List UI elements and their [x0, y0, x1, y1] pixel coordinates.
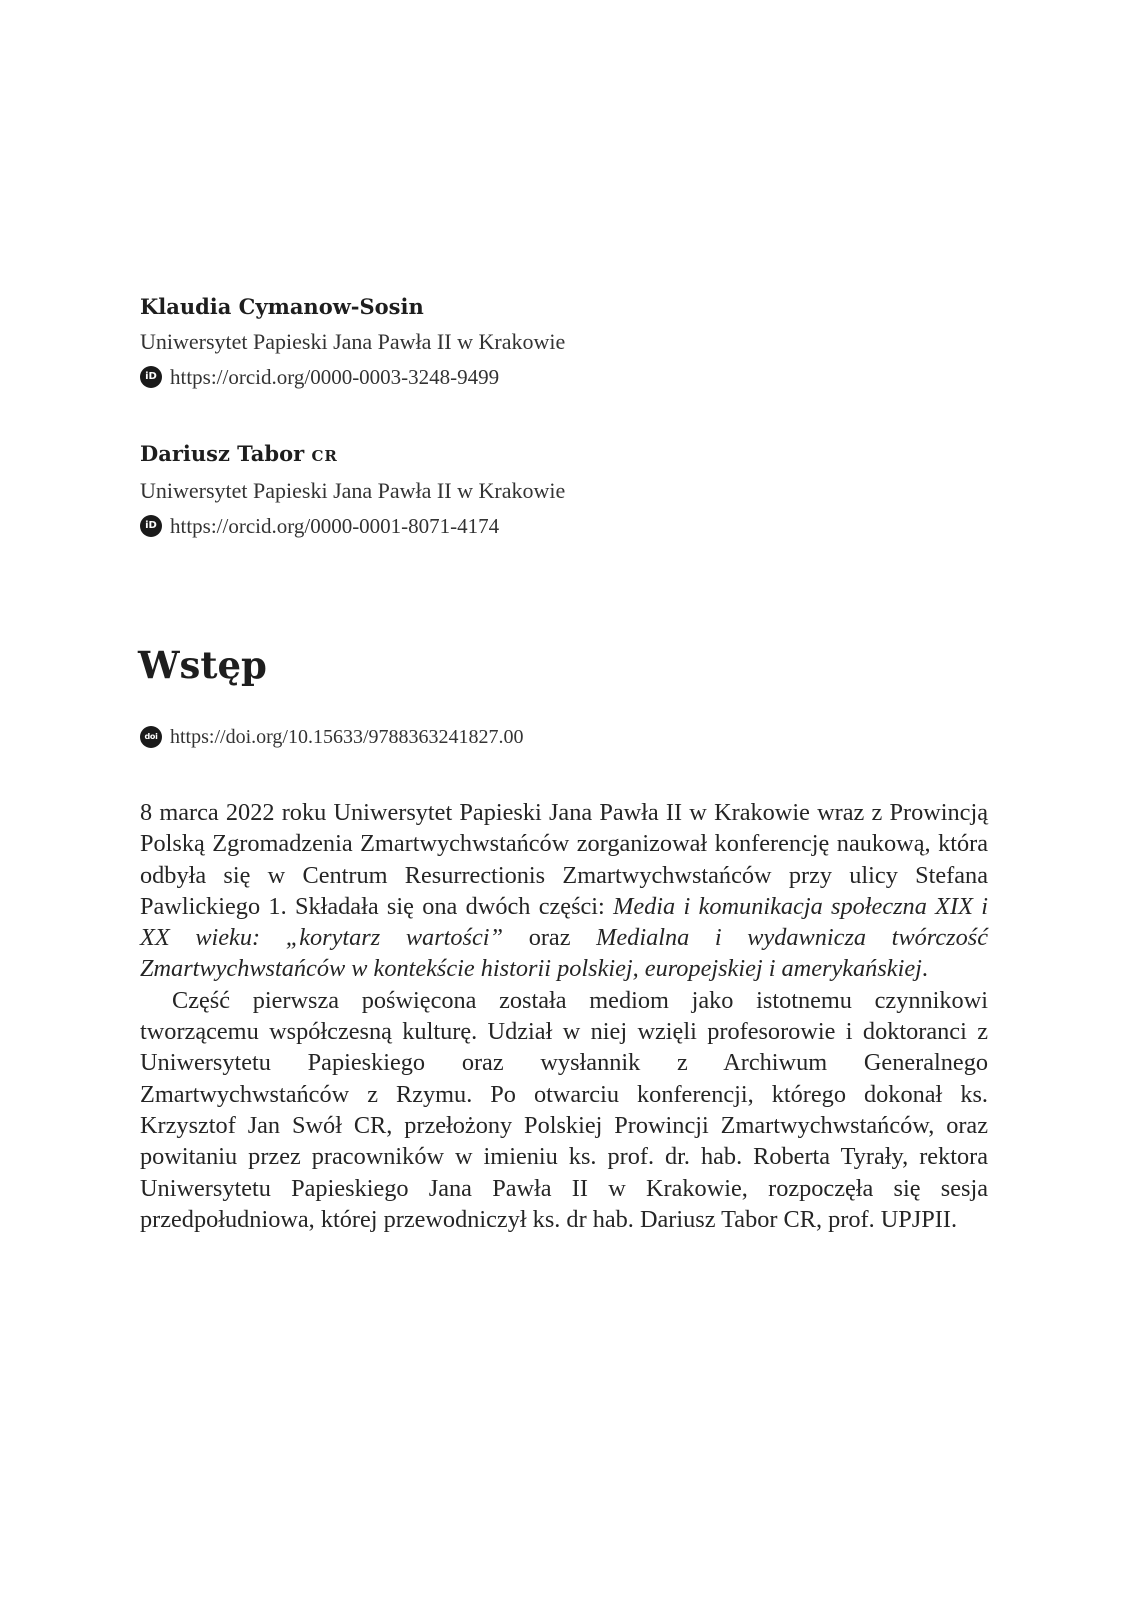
orcid-line	[140, 509, 1000, 543]
author-name: Dariusz Tabor CR	[140, 441, 338, 466]
paragraph-2: Część pierwsza poświęcona została mediom jako istotnemu czynnikowi tworzącemu współczesną kulturę. Udział w niej wzięli profesorowie i doktoranci z Uniwersytetu Papieskiego oraz wysłannik z Archiwum Generalnego Zmartwychwstańców z Rzymu. Po otwarciu konferencji, którego dokonał ks. Krzysztof Jan Swół CR, przełożony Polskiej Prowincji Zmartwychwstańców, oraz powitaniu przez pracowników w imieniu ks. prof. dr. hab. Roberta Tyrały, rektora Uniwersytetu Papieskiego Jana Pawła II w Krakowie, rozpoczęła się sesja przedpołudniowa, której przewodniczył ks. dr hab. Dariusz Tabor CR, prof. UPJPII.	[140, 986, 988, 1233]
section-title: Wstęp	[138, 643, 267, 687]
italic-title-2: Medialna i wydawnicza twórczość Zmartwychwstańców w kontekście historii polskiej, europejskiej i amerykańskiej	[140, 924, 988, 983]
author-block	[140, 437, 1000, 543]
italic-title-1: Media i komunikacja społeczna XIX i XX wieku: „korytarz wartości”	[140, 892, 988, 952]
orcid-link[interactable]: https://orcid.org/0000-0003-3248-9499	[170, 365, 500, 389]
orcid-icon: iD	[140, 366, 162, 388]
doi-line	[140, 720, 524, 754]
doi-icon: doi	[140, 726, 162, 748]
doi-link[interactable]: https://doi.org/10.15633/9788363241827.00	[170, 726, 524, 748]
author-affiliation: Uniwersytet Papieski Jana Pawła II w Krakowie	[140, 329, 566, 354]
author-name: Klaudia Cymanow-Sosin	[140, 294, 424, 319]
orcid-line	[140, 360, 1000, 394]
author-block	[140, 290, 1000, 394]
author-affiliation: Uniwersytet Papieski Jana Pawła II w Krakowie	[140, 478, 566, 503]
paragraph-1: 8 marca 2022 roku Uniwersytet Papieski Jana Pawła II w Krakowie wraz z Prowincją Polską Zgromadzenia Zmartwychwstańców zorganizował konferencję naukową, która odbyła się w Centrum Resurrectionis Zmartwychwstańców przy ulicy Stefana Pawlickiego 1. Składała się ona dwóch części: Media i komunikacja społeczna XIX i XX wieku: „korytarz wartości” oraz Medialna i wydawnicza twórczość Zmartwychwstańców w kontekście historii polskiej, europejskiej i amerykańskiej.	[140, 799, 988, 983]
orcid-icon: iD	[140, 515, 162, 537]
author-suffix: CR	[311, 447, 338, 465]
body-text	[140, 797, 988, 1235]
orcid-link[interactable]: https://orcid.org/0000-0001-8071-4174	[170, 514, 500, 538]
